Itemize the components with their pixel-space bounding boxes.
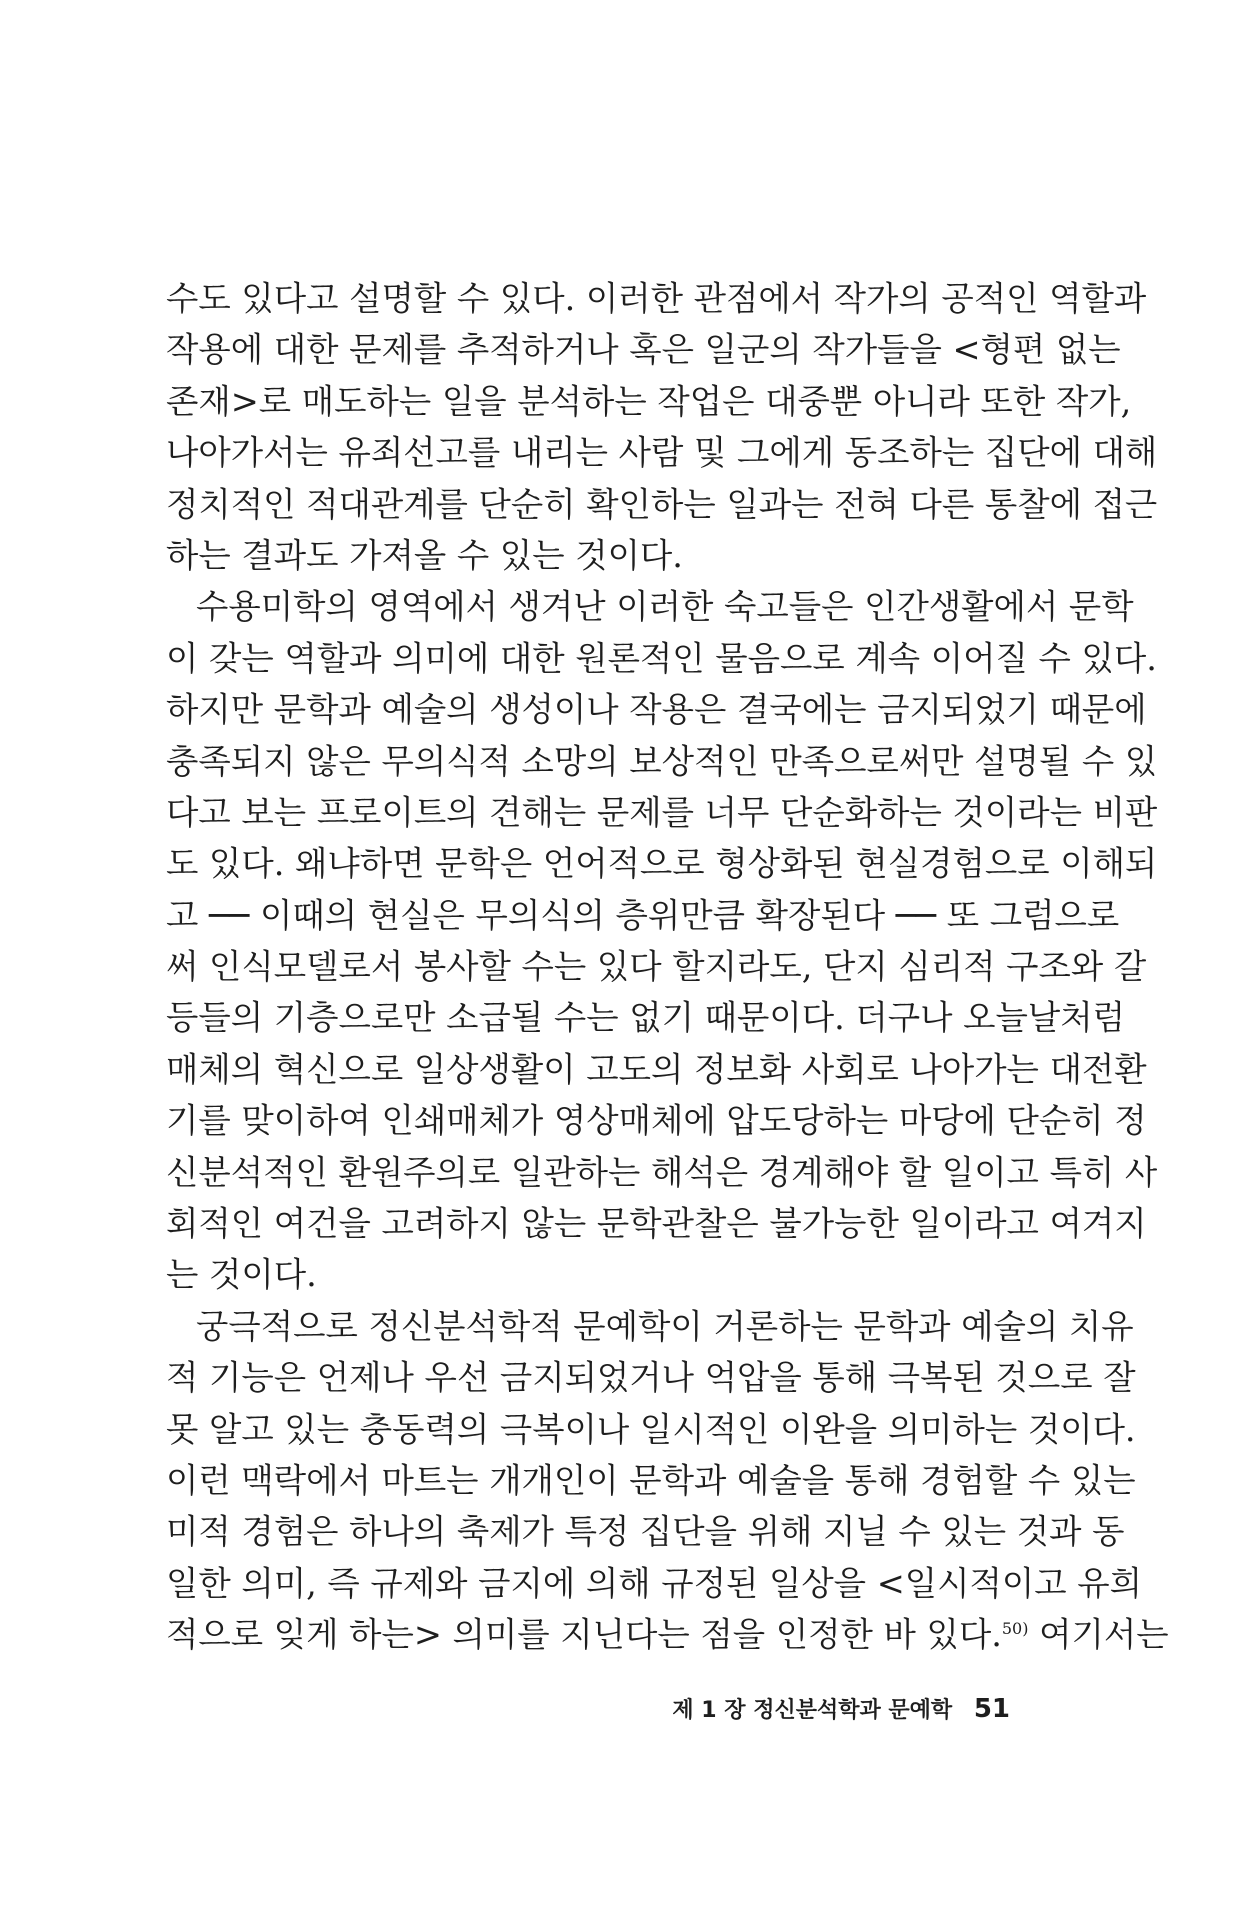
text-segment: 적으로 잊게 하는> 의미를 지닌다는 점을 인정한 바 있다.: [166, 1615, 1002, 1655]
text-line: 궁극적으로 정신분석학적 문예학이 거론하는 문학과 예술의 치유: [196, 1306, 1134, 1346]
text-line: 미적 경험은 하나의 축제가 특정 집단을 위해 지닐 수 있는 것과 동: [166, 1512, 1125, 1552]
text-line: 다고 보는 프로이트의 견해는 문제를 너무 단순화하는 것이라는 비판: [166, 792, 1158, 832]
text-line: 충족되지 않은 무의식적 소망의 보상적인 만족으로써만 설명될 수 있: [166, 741, 1158, 781]
text-line: 회적인 여건을 고려하지 않는 문학관찰은 불가능한 일이라고 여겨지: [166, 1204, 1147, 1244]
text-segment: 여기서는: [1039, 1615, 1169, 1655]
text-line: 등들의 기층으로만 소급될 수는 없기 때문이다. 더구나 오늘날처럼: [166, 998, 1125, 1038]
paragraph: [166, 581, 1158, 1300]
text-line: 써 인식모델로서 봉사할 수는 있다 할지라도, 단지 심리적 구조와 갈: [166, 947, 1147, 987]
text-line: 도 있다. 왜냐하면 문학은 언어적으로 형상화된 현실경험으로 이해되: [166, 844, 1158, 884]
text-line: 이런 맥락에서 마트는 개개인이 문학과 예술을 통해 경험할 수 있는: [166, 1460, 1136, 1500]
text-line: 는 것이다.: [166, 1255, 317, 1295]
text-line: 수용미학의 영역에서 생겨난 이러한 숙고들은 인간생활에서 문학: [196, 587, 1134, 627]
page-number: 51: [973, 1694, 1010, 1724]
text-line: 일한 의미, 즉 규제와 금지에 의해 규정된 일상을 <일시적이고 유희: [166, 1563, 1142, 1603]
text-line: 존재>로 매도하는 일을 분석하는 작업은 대중뿐 아니라 또한 작가,: [166, 381, 1132, 421]
text-line: 작용에 대한 문제를 추적하거나 혹은 일군의 작가들을 <형편 없는: [166, 330, 1121, 370]
chapter-title: 정신분석학과 문예학: [753, 1698, 953, 1723]
text-line: 고 ── 이때의 현실은 무의식의 층위만큼 확장된다 ── 또 그럼으로: [166, 895, 1120, 935]
text-line: 기를 맞이하여 인쇄매체가 영상매체에 압도당하는 마당에 단순히 정: [166, 1101, 1147, 1141]
footnote-marker: 50): [1001, 1619, 1029, 1638]
text-line: 하는 결과도 가져올 수 있는 것이다.: [166, 535, 683, 575]
paragraph: [166, 273, 1158, 581]
text-line: 나아가서는 유죄선고를 내리는 사람 및 그에게 동조하는 집단에 대해: [166, 433, 1158, 473]
running-footer: [650, 1693, 1010, 1724]
text-line: 적 기능은 언제나 우선 금지되었거나 억압을 통해 극복된 것으로 잘: [166, 1358, 1136, 1398]
text-line: 하지만 문학과 예술의 생성이나 작용은 결국에는 금지되었기 때문에: [166, 690, 1147, 730]
text-line: 정치적인 적대관계를 단순히 확인하는 일과는 전혀 다른 통찰에 접근: [166, 484, 1158, 524]
text-line: 못 알고 있는 충동력의 극복이나 일시적인 이완을 의미하는 것이다.: [166, 1409, 1136, 1449]
text-line: 수도 있다고 설명할 수 있다. 이러한 관점에서 작가의 공적인 역할과: [166, 279, 1147, 318]
text-line-with-footnote: [166, 1609, 1169, 1660]
text-line: 이 갖는 역할과 의미에 대한 원론적인 물음으로 계속 이어질 수 있다.: [166, 638, 1157, 678]
text-line: 매체의 혁신으로 일상생활이 고도의 정보화 사회로 나아가는 대전환: [166, 1049, 1147, 1089]
body-text: [166, 273, 1169, 1661]
paragraph: [166, 1301, 1169, 1661]
chapter-label: 제 1 장: [672, 1698, 746, 1723]
text-line: 신분석적인 환원주의로 일관하는 해석은 경계해야 할 일이고 특히 사: [166, 1152, 1158, 1192]
